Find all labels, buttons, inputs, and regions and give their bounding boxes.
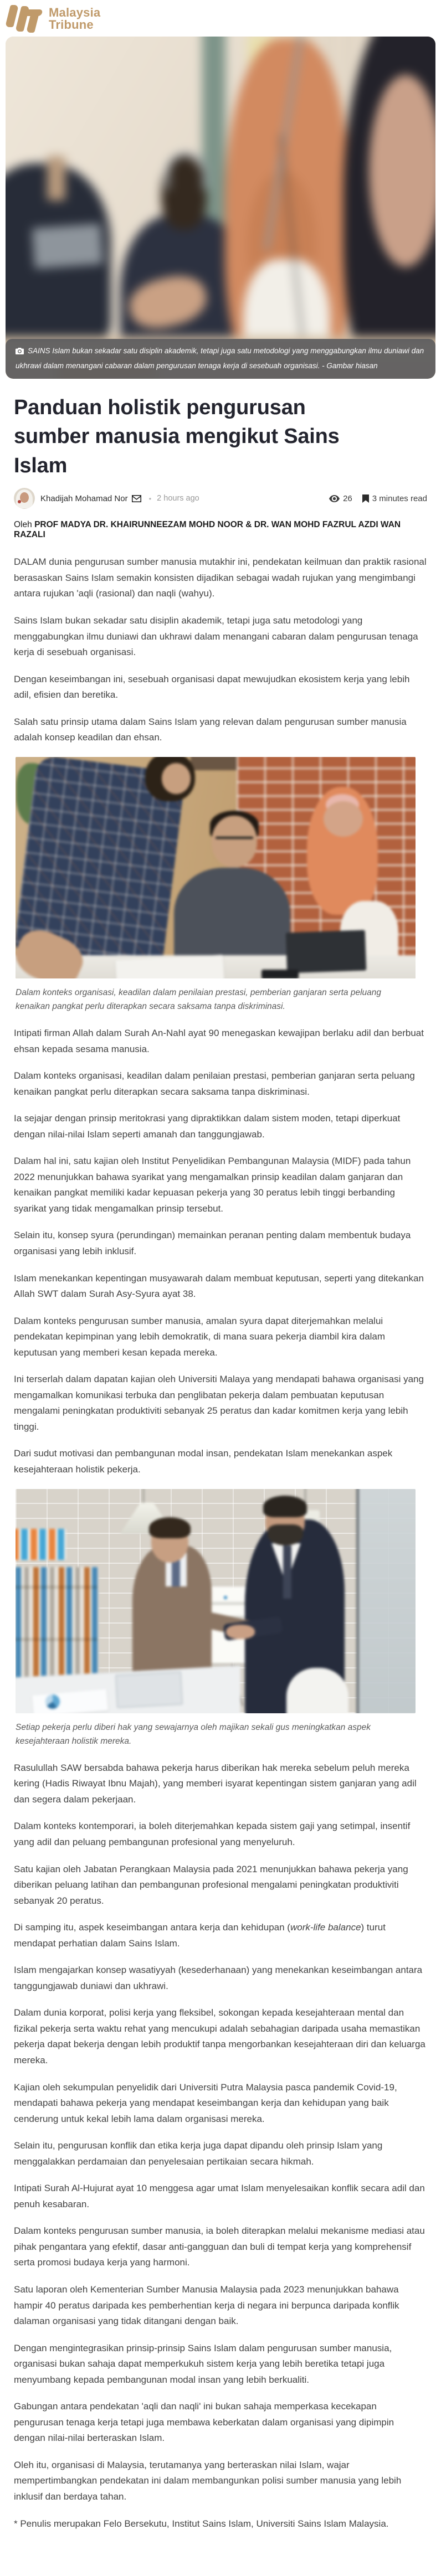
bookmark-icon [362,494,369,503]
paragraph-text: Intipati firman Allah dalam Surah An-Nahl ayat 90 menegaskan kewajipan berlaku adil dan berbuat ehsan kepada sesama manusia. [14,1028,424,1054]
glasses [216,837,253,839]
article-image-1-scene [16,757,416,978]
hero-caption-text: SAINS Islam bukan sekadar satu disiplin akademik, tetapi juga satu metodologi yang menggabungkan ilmu duniawi dan ukhrawi dalam menangani cabaran dalam pengurusan tenaga kerja di sesebuah organisasi. - Gambar hiasan [16,347,424,370]
man-left-hair [149,1517,191,1539]
read-time: 3 minutes read [372,493,427,503]
coffee-cup [47,156,65,200]
article-paragraph [14,1068,427,1100]
article-paragraph [14,2282,427,2330]
headset [166,152,207,189]
paragraph-text: ) turut mendapat perhatian dalam Sains Islam. [14,1922,386,1949]
article-body-part-3 [14,1760,427,2532]
paragraph-text: Kajian oleh sekumpulan penyelidik dari Universiti Putra Malaysia pasca pandemik Covid-19, mendapati bahawa pekerja yang mendapat keseimbangan kerja dan kehidupan yang baik cenderung untuk kekal lebih lama dalam organisasi mereka. [14,2082,397,2124]
man-right-tie [283,1545,291,1598]
article-paragraph [14,613,427,661]
paragraph-text: Sains Islam bukan sekadar satu disiplin akademik, tetapi juga satu metodologi yang menggabungkan ilmu duniawi dan ukhrawi dalam menangani cabaran dalam pengurusan tenaga kerja di sesebuah organisasi. [14,615,418,658]
article-paragraph [14,2341,427,2388]
author-row [14,488,427,509]
article-paragraph [14,1111,427,1142]
paragraph-text: Dalam hal ini, satu kajian oleh Institut Penyelidikan Pembangunan Malaysia (MIDF) pada tahun 2022 menunjukkan bahawa syarikat yang mengamalkan prinsip keadilan dalam ganjaran dan kenaikan pangkat memiliki kadar kepuasan pekerja yang 30 peratus lebih tinggi berbanding syarikat yang tidak mengamalkan prinsip tersebut. [14,1156,411,1214]
woman-face [324,801,363,837]
lamp-cord [143,1489,144,1505]
standing-man-face [162,763,191,794]
paragraph-text: Ia sejajar dengan prinsip meritokrasi yang dipraktikkan dalam sistem moden, tetapi diperkuat dengan nilai-nilai Islam seperti amanah dan tanggungjawab. [14,1113,401,1140]
paragraph-text: Ini terserlah dalam dapatan kajian oleh Universiti Malaya yang mendapati bahawa organisasi yang mengamalkan komunikasi terbuka dan penglibatan pekerja dalam pembuatan keputusan mengalami peningkatan produktiviti sebanyak 25 peratus dan kadar komitmen kerja yang lebih tinggi. [14,1374,424,1432]
paragraph-text: Selain itu, pengurusan konflik dan etika kerja juga dapat dipandu oleh prinsip Islam yang menggalakkan perdamaian dan penyelesaian pertikaian secara hikmah. [14,2140,383,2167]
article-paragraph [14,2138,427,2170]
envelope-icon[interactable] [132,495,141,502]
glass-wall [357,1489,416,1713]
site-logo[interactable] [7,5,100,33]
article-paragraph [14,2223,427,2271]
paragraph-text: Intipati Surah Al-Hujurat ayat 10 menggesa agar umat Islam menyelesaikan konflik secara adil dan penuh kesabaran. [14,2183,425,2209]
article-paragraph [14,672,427,703]
brand-name [49,7,100,32]
chart-on-paper [45,1694,60,1709]
brand-name-line1: Malaysia [49,5,101,19]
paragraph-text: DALAM dunia pengurusan sumber manusia mutakhir ini, pendekatan keilmuan dan praktik rasional berasaskan Sains Islam semakin konsisten dijadikan sebagai wadah rujukan yang mengimbangi antara rujukan 'aqli (rasional) dan naqli (wahyu). [14,557,427,599]
seated-man-face [212,816,258,868]
article-image-2-scene [16,1489,416,1713]
scene-shapes [16,757,416,978]
article-paragraph [14,1313,427,1361]
paragraph-text: Dalam dunia korporat, polisi kerja yang fleksibel, sokongan kepada kesejahteraan mental dan fizikal pekerja serta waktu rehat yang mencukupi adalah sebahagian daripada usaha memastikan pekerja dapat bekerja dengan lebih produktif tanpa mengorbankan kesejahteraan diri dan keluarga mereka. [14,2007,425,2065]
paragraph-text: Satu kajian oleh Jabatan Perangkaan Malaysia pada 2021 menunjukkan bahawa pekerja yang diberikan peluang latihan dan pembangunan profesional mengalami peningkatan produktiviti sebanyak 20 peratus. [14,1863,408,1906]
paragraph-text: Salah satu prinsip utama dalam Sains Islam yang relevan dalam pengurusan sumber manusia adalah konsep keadilan dan ehsan. [14,716,407,743]
scene-shapes [16,1489,416,1713]
handshake [226,1625,255,1639]
logo-bar [26,9,43,16]
site-header [0,0,441,37]
hero-image-scene [6,37,435,379]
views-stat [329,494,352,503]
article-paragraph [14,1818,427,1850]
article-paragraph [14,1271,427,1302]
byline-authors: PROF MADYA DR. KHAIRUNNEEZAM MOHD NOOR & DR. WAN MOHD FAZRUL AZDI WAN RAZALI [14,520,401,540]
article-paragraph [14,1372,427,1435]
article-paragraph [14,2516,427,2532]
article [0,393,441,2532]
article-paragraph [14,714,427,746]
read-time-stat [362,494,427,503]
article-paragraph [14,1962,427,1994]
article-image-2-caption: Setiap pekerja perlu diberi hak yang sewajarnya oleh majikan sekali gus meningkatkan aspek kesejahteraan holistik mereka. [16,1722,371,1746]
posted-time: 2 hours ago [157,494,199,503]
laptop [115,1671,183,1708]
author-name[interactable]: Khadijah Mohamad Nor [40,493,128,503]
article-paragraph [14,1228,427,1259]
article-paragraph [14,1026,427,1057]
article-paragraph [14,1920,427,1951]
phone [261,970,299,978]
man-right-beard [268,1524,303,1546]
paragraph-text: Islam menekankan kepentingan musyawarah dalam membuat keputusan, seperti yang ditekankan Allah SWT dalam Surah Asy-Syura ayat 38. [14,1272,424,1300]
paragraph-text: * Penulis merupakan Felo Bersekutu, Institut Sains Islam, Universiti Sains Islam Malaysia. [14,2518,389,2529]
man-right-hair [263,1496,307,1517]
article-paragraph [14,1446,427,1477]
article-paragraph [14,1153,427,1217]
hero-caption [6,339,435,379]
paragraph-text: Rasulullah SAW bersabda bahawa pekerja harus diberikan hak mereka sebelum peluh mereka kering (Hadis Riwayat Ibnu Majah), yang memberi isyarat kepentingan sistem ganjaran yang adil dan segera dalam pekerjaan. [14,1762,417,1805]
camera-icon [16,348,24,354]
article-paragraph [14,2399,427,2446]
paragraph-text: Dengan mengintegrasikan prinsip-prinsip Sains Islam dalam pengurusan sumber manusia, organisasi bukan sahaja dapat memperkukuh sistem kerja yang lebih beretika tetapi juga menyumbang kepada pembangunan modal insan yang lebih berkualiti. [14,2342,392,2385]
paragraph-text: Di samping itu, aspek keseimbangan antara kerja dan kehidupan ( [14,1922,290,1933]
paragraph-text: Satu laporan oleh Kementerian Sumber Manusia Malaysia pada 2023 menunjukkan bahawa hampir 40 peratus daripada kes pemberhentian kerja di negara ini berpunca daripada konflik dalaman organisasi yang tidak ditangani dengan baik. [14,2284,399,2327]
paragraph-text: Oleh itu, organisasi di Malaysia, terutamanya yang berteraskan nilai Islam, wajar mempertimbangkan pendekatan ini dalam membangunkan polisi sumber manusia yang lebih inklusif dan berdaya tahan. [14,2459,402,2502]
article-image-2 [16,1489,416,1748]
article-paragraph [14,1862,427,1909]
author-avatar[interactable] [14,488,35,509]
article-paragraph [14,2080,427,2127]
paragraph-text: Gabungan antara pendekatan 'aqli dan naqli' ini bukan sahaja memperkasa kecekapan pengurusan tenaga kerja tetapi juga membawa keberkatan dalam organisasi yang dipimpin dengan nilai-nilai berteraskan Islam. [14,2401,394,2444]
article-image-1-caption: Dalam konteks organisasi, keadilan dalam penilaian prestasi, pemberian ganjaran serta peluang kenaikan pangkat perlu diterapkan secara saksama tanpa diskriminasi. [16,987,382,1011]
glass-frame [356,1489,359,1713]
paragraph-text: Dalam konteks pengurusan sumber manusia, ia boleh diterapkan melalui mekanisme mediasi atau pihak pengantara yang efektif, dasar anti-gangguan dan buli di tempat kerja yang komprehensif serta promosi budaya kerja yang harmoni. [14,2225,425,2268]
paragraph-text: Dalam konteks pengurusan sumber manusia, amalan syura dapat diterjemahkan melalui pendekatan kepimpinan yang lebih demokratik, di mana suara pekerja diambil kira dalam keputusan yang memberi kesan kepada mereka. [14,1315,385,1358]
paragraph-text: Dalam konteks kontemporari, ia boleh diterjemahkan kepada sistem gaji yang setimpal, insentif yang adil dan peluang pembangunan profesional yang menyeluruh. [14,1821,411,1847]
article-paragraph [14,2181,427,2212]
article-title: Panduan holistik pengurusan sumber manusia mengikut Sains Islam [14,396,340,477]
byline [14,520,427,540]
paragraph-text: Dengan keseimbangan ini, sesebuah organisasi dapat mewujudkan ekosistem kerja yang lebih adil, efisien dan beretika. [14,673,410,700]
woman-face [369,75,435,266]
article-paragraph [14,554,427,602]
article-paragraph [14,1760,427,1808]
article-body-part-2 [14,1026,427,1478]
paragraph-italic-text: work-life balance [290,1922,361,1933]
article-body-part-1 [14,554,427,745]
article-image-1 [16,757,416,1013]
paragraph-text: Dari sudut motivasi dan pembangunan modal insan, pendekatan Islam menekankan aspek kesejahteraan holistik pekerja. [14,1448,393,1475]
paragraph-text: Dalam konteks organisasi, keadilan dalam penilaian prestasi, pemberian ganjaran serta peluang kenaikan pangkat perlu diterapkan secara saksama tanpa diskriminasi. [14,1070,415,1097]
hero-image [6,37,435,379]
article-paragraph [14,2005,427,2068]
laptop [32,224,103,269]
binders [16,1529,66,1560]
paragraph-text: Selain itu, konsep syura (perundingan) memainkan peranan penting dalam membentuk budaya organisasi yang lebih inklusif. [14,1230,411,1257]
meta-separator: • [148,494,152,503]
paragraph-text: Islam mengajarkan konsep wasatiyyah (kesederhanaan) yang menekankan keseimbangan antara tanggungjawab duniawi dan ukhrawi. [14,1965,423,1991]
laptop [285,930,366,973]
views-count: 26 [343,493,352,503]
byline-prefix: Oleh [14,520,35,530]
brand-name-line2: Tribune [49,18,94,32]
logo-mark-icon [7,5,43,33]
eye-icon [329,495,340,502]
